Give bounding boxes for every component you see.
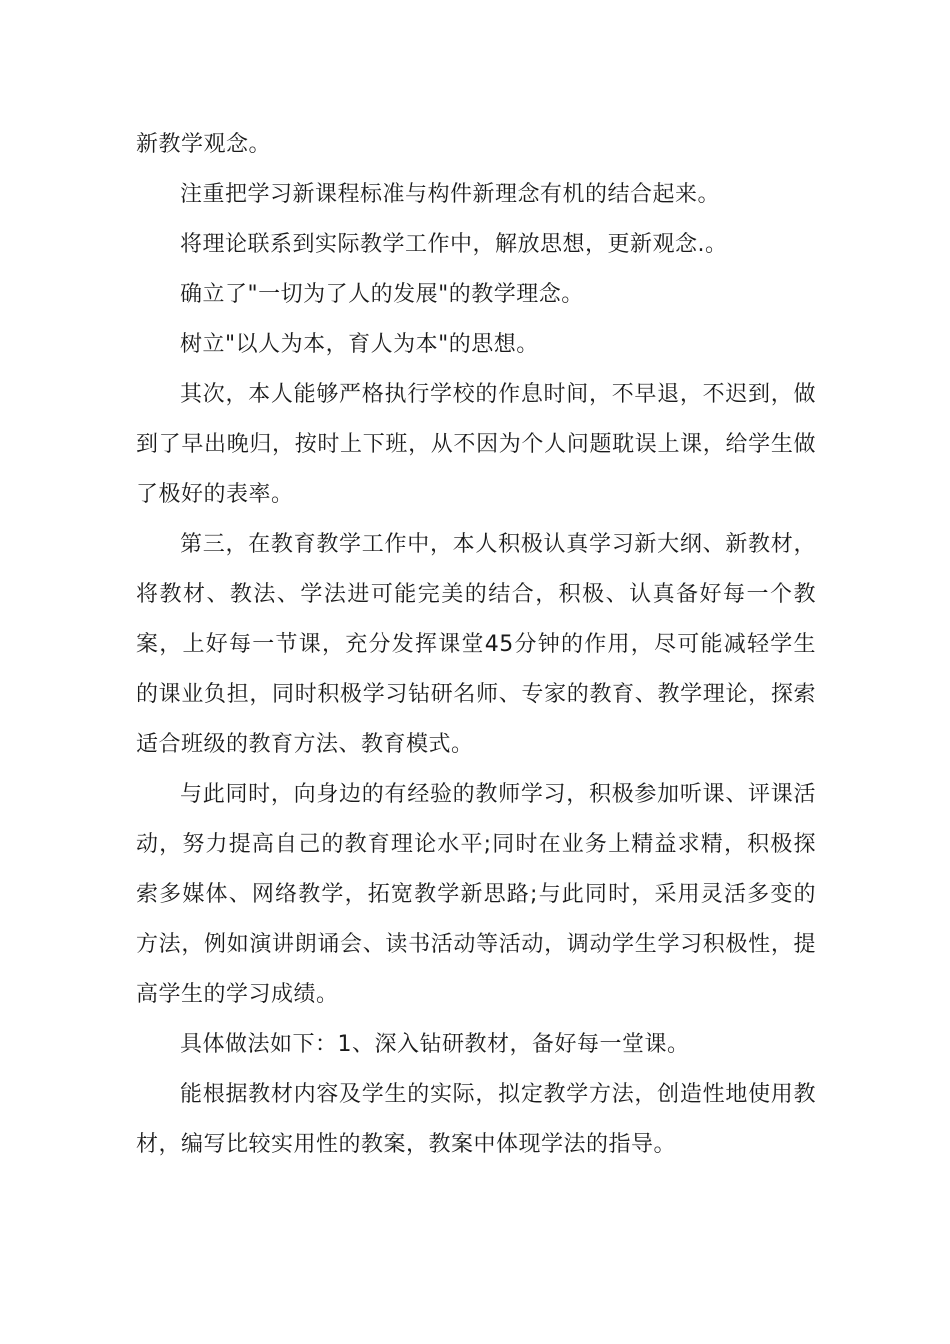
paragraph: 注重把学习新课程标准与构件新理念有机的结合起来。 <box>180 182 721 207</box>
paragraph: 将理论联系到实际教学工作中，解放思想，更新观念.。 <box>180 232 728 257</box>
paragraph: 其次，本人能够严格执行学校的作息时间，不早退，不迟到，做到了早出晚归，按时上下班，从不因为个人问题耽误上课，给学生做了极好的表率。 <box>136 382 816 507</box>
paragraph: 第三，在教育教学工作中，本人积极认真学习新大纲、新教材，将教材、教法、学法进可能完美的结合，积极、认真备好每一个教案，上好每一节课，充分发挥课堂45分钟的作用，尽可能减轻学生的课业负担，同时积极学习钻研名师、专家的教育、教学理论，探索适合班级的教育方法、教育模式。 <box>136 532 816 757</box>
paragraph: 新教学观念。 <box>136 132 272 157</box>
paragraph: 与此同时，向身边的有经验的教师学习，积极参加听课、评课活动，努力提高自己的教育理论水平;同时在业务上精益求精，积极探索多媒体、网络教学，拓宽教学新思路;与此同时，采用灵活多变的方法，例如演讲朗诵会、读书活动等活动，调动学生学习积极性，提高学生的学习成绩。 <box>136 782 816 1007</box>
paragraph: 确立了"一切为了人的发展"的教学理念。 <box>180 282 584 307</box>
paragraph: 具体做法如下：1、深入钻研教材，备好每一堂课。 <box>180 1032 690 1057</box>
paragraph: 树立"以人为本，育人为本"的思想。 <box>180 332 539 357</box>
paragraph: 能根据教材内容及学生的实际，拟定教学方法，创造性地使用教材，编写比较实用性的教案，教案中体现学法的指导。 <box>136 1082 816 1157</box>
document-body <box>136 120 816 1170</box>
